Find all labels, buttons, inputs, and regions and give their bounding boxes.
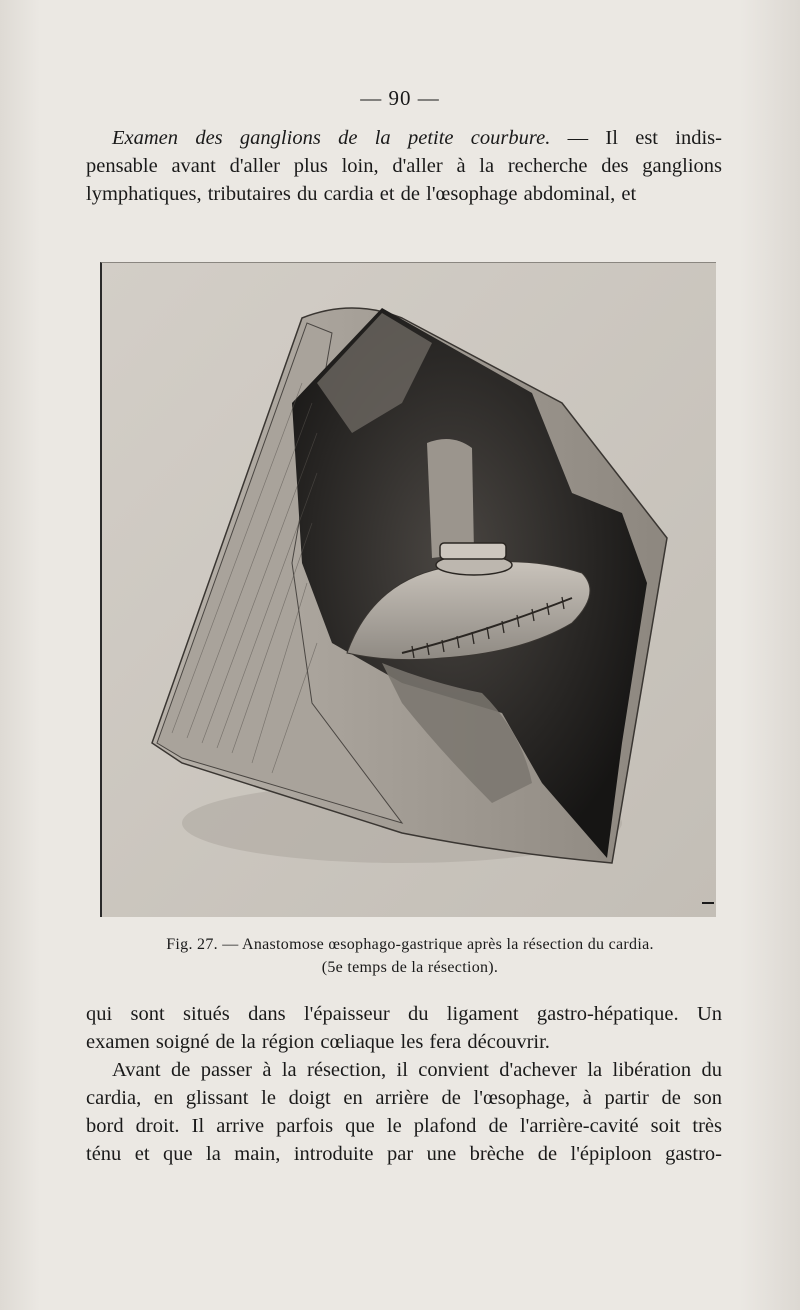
intro-line-1 bbox=[86, 124, 722, 152]
body-paragraph bbox=[86, 1000, 722, 1168]
body-line-1: qui sont situés dans l'épaisseur du ligament gastro-hépatique. Un bbox=[86, 1003, 722, 1025]
anastomosis-drawing bbox=[102, 263, 716, 917]
body-line-6: ténu et que la main, introduite par une brèche de l'épiploon gastro- bbox=[86, 1143, 722, 1165]
intro-line-3: lymphatiques, tributaires du cardia et de l'œsophage abdominal, et bbox=[86, 183, 637, 205]
section-heading: Examen des ganglions de la petite courbure. bbox=[112, 127, 551, 149]
intro-line-2: pensable avant d'aller plus loin, d'aller à la recherche des ganglions bbox=[86, 155, 722, 177]
body-line-2: examen soigné de la région cœliaque les fera découvrir. bbox=[86, 1031, 550, 1053]
figure-caption-line-2: (5e temps de la résection). bbox=[321, 959, 499, 976]
body-line-3: Avant de passer à la résection, il convient d'achever la libération du bbox=[112, 1059, 722, 1081]
figure-illustration bbox=[100, 262, 716, 917]
figure-caption-line-1: Fig. 27. — Anastomose œsophago-gastrique après la résection du cardia. bbox=[166, 936, 654, 953]
body-line-5: bord droit. Il arrive parfois que le plafond de l'arrière-cavité soit très bbox=[86, 1115, 722, 1137]
page-number: — 90 — bbox=[360, 86, 440, 110]
intro-line-1-text: — Il est indis- bbox=[550, 127, 722, 149]
body-line-4: cardia, en glissant le doigt en arrière de l'œsophage, à partir de son bbox=[86, 1087, 722, 1109]
intro-paragraph bbox=[86, 124, 722, 208]
